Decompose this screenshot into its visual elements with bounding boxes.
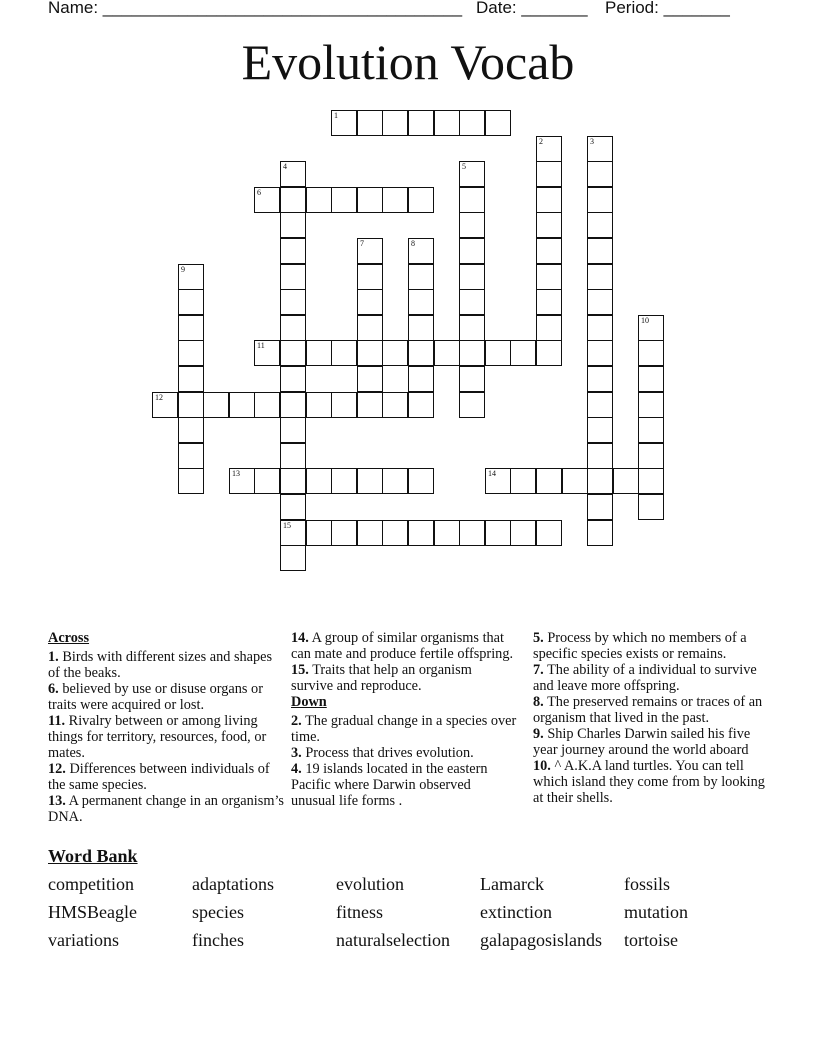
down-heading: Down bbox=[291, 694, 327, 710]
crossword-cell[interactable] bbox=[434, 520, 460, 546]
word-bank-item: variations bbox=[48, 930, 119, 950]
crossword-cell[interactable] bbox=[638, 366, 664, 392]
crossword-cell[interactable] bbox=[587, 136, 613, 162]
crossword-cell[interactable] bbox=[459, 264, 485, 290]
crossword-cell[interactable] bbox=[510, 340, 536, 366]
crossword-cell[interactable] bbox=[434, 110, 460, 136]
crossword-cell[interactable] bbox=[382, 520, 408, 546]
crossword-cell[interactable] bbox=[178, 366, 204, 392]
crossword-cell[interactable] bbox=[562, 468, 588, 494]
word-bank-item: fossils bbox=[624, 874, 671, 894]
crossword-cell[interactable] bbox=[280, 494, 306, 520]
crossword-cell[interactable] bbox=[382, 187, 408, 213]
crossword-cell[interactable] bbox=[408, 315, 434, 341]
crossword-cell[interactable] bbox=[587, 366, 613, 392]
clue-number: 4 bbox=[283, 162, 287, 171]
word-bank-item: species bbox=[192, 902, 244, 922]
crossword-cell[interactable] bbox=[178, 443, 204, 469]
crossword-cell[interactable] bbox=[357, 187, 383, 213]
crossword-cell[interactable] bbox=[178, 392, 204, 418]
clue-number: 5 bbox=[462, 162, 466, 171]
crossword-cell[interactable] bbox=[357, 468, 383, 494]
crossword-cell[interactable] bbox=[536, 264, 562, 290]
crossword-cell[interactable] bbox=[587, 289, 613, 315]
crossword-cell[interactable] bbox=[306, 468, 332, 494]
crossword-cell[interactable] bbox=[178, 289, 204, 315]
crossword-cell[interactable] bbox=[536, 238, 562, 264]
crossword-cell[interactable] bbox=[254, 468, 280, 494]
clue-number: 12 bbox=[155, 393, 163, 402]
crossword-cell[interactable] bbox=[331, 520, 357, 546]
crossword-cell[interactable] bbox=[459, 110, 485, 136]
word-bank-item: tortoise bbox=[624, 930, 678, 950]
page-title: Evolution Vocab bbox=[241, 34, 575, 90]
clue-down-9: 9. Ship Charles Darwin sailed his five year journey around the world aboard bbox=[533, 726, 751, 758]
crossword-cell[interactable] bbox=[638, 340, 664, 366]
crossword-cell[interactable] bbox=[280, 340, 306, 366]
crossword-cell[interactable] bbox=[357, 366, 383, 392]
crossword-cell[interactable] bbox=[459, 289, 485, 315]
crossword-cell[interactable] bbox=[280, 264, 306, 290]
crossword-cell[interactable] bbox=[178, 417, 204, 443]
clue-number: 6 bbox=[257, 188, 261, 197]
clue-across-15: 15. Traits that help an organism survive and reproduce. bbox=[291, 662, 472, 694]
crossword-cell[interactable] bbox=[408, 468, 434, 494]
crossword-cell[interactable] bbox=[408, 392, 434, 418]
crossword-cell[interactable] bbox=[587, 187, 613, 213]
crossword-cell[interactable] bbox=[536, 289, 562, 315]
crossword-cell[interactable] bbox=[638, 315, 664, 341]
crossword-cell[interactable] bbox=[254, 187, 280, 213]
crossword-cell[interactable] bbox=[229, 468, 255, 494]
word-bank-item: fitness bbox=[336, 902, 383, 922]
clue-number: 15 bbox=[283, 521, 291, 530]
crossword-cell[interactable] bbox=[280, 443, 306, 469]
crossword-cell[interactable] bbox=[638, 443, 664, 469]
crossword-cell[interactable] bbox=[408, 187, 434, 213]
crossword-cell[interactable] bbox=[408, 340, 434, 366]
crossword-cell[interactable] bbox=[536, 187, 562, 213]
crossword-cell[interactable] bbox=[587, 443, 613, 469]
clues-column-1 bbox=[48, 630, 284, 825]
crossword-cell[interactable] bbox=[331, 392, 357, 418]
word-bank-item: evolution bbox=[336, 874, 404, 894]
crossword-cell[interactable] bbox=[280, 187, 306, 213]
word-bank-item: galapagosislands bbox=[480, 930, 602, 950]
clue-across-11: 11. Rivalry between or among living things for territory, resources, food, or mates. bbox=[48, 713, 267, 761]
crossword-cell[interactable] bbox=[408, 110, 434, 136]
crossword-cell[interactable] bbox=[536, 468, 562, 494]
clue-across-1: 1. Birds with different sizes and shapes of the beaks. bbox=[48, 649, 273, 681]
crossword-cell[interactable] bbox=[408, 264, 434, 290]
word-bank-item: naturalselection bbox=[336, 930, 450, 950]
clue-number: 9 bbox=[181, 265, 185, 274]
crossword-cell[interactable] bbox=[536, 161, 562, 187]
crossword-cell[interactable] bbox=[459, 366, 485, 392]
crossword-cell[interactable] bbox=[357, 520, 383, 546]
clue-number: 1 bbox=[334, 111, 338, 120]
crossword-cell[interactable] bbox=[280, 212, 306, 238]
crossword-cell[interactable] bbox=[357, 392, 383, 418]
crossword-cell[interactable] bbox=[178, 315, 204, 341]
clue-number: 11 bbox=[257, 341, 265, 350]
crossword-cell[interactable] bbox=[485, 340, 511, 366]
crossword-cell[interactable] bbox=[638, 468, 664, 494]
crossword-cell[interactable] bbox=[587, 315, 613, 341]
crossword-cell[interactable] bbox=[459, 340, 485, 366]
crossword-cell[interactable] bbox=[178, 264, 204, 290]
name-field[interactable]: Name: ______________________________________ bbox=[48, 0, 463, 17]
clue-down-2: 2. The gradual change in a species over time. bbox=[291, 713, 517, 745]
crossword-cell[interactable] bbox=[638, 494, 664, 520]
crossword-cell[interactable] bbox=[408, 366, 434, 392]
crossword-cell[interactable] bbox=[459, 161, 485, 187]
clue-down-8: 8. The preserved remains or traces of an organism that lived in the past. bbox=[533, 694, 763, 726]
crossword-cell[interactable] bbox=[280, 238, 306, 264]
crossword-cell[interactable] bbox=[459, 315, 485, 341]
crossword-cell[interactable] bbox=[587, 238, 613, 264]
clue-across-6: 6. believed by use or disuse organs or traits were acquired or lost. bbox=[48, 681, 263, 713]
word-bank-item: HMSBeagle bbox=[48, 902, 137, 922]
crossword-cell[interactable] bbox=[485, 110, 511, 136]
crossword-cell[interactable] bbox=[178, 340, 204, 366]
word-bank bbox=[48, 874, 768, 958]
word-bank-item: finches bbox=[192, 930, 244, 950]
crossword-cell[interactable] bbox=[306, 520, 332, 546]
clue-across-14: 14. A group of similar organisms that can mate and produce fertile offspring. bbox=[291, 630, 514, 662]
crossword-cell[interactable] bbox=[280, 417, 306, 443]
clue-down-10: 10. ^ A.K.A land turtles. You can tell which island they come from by looking at their shells. bbox=[533, 758, 765, 806]
crossword-cell[interactable] bbox=[331, 110, 357, 136]
crossword-cell[interactable] bbox=[178, 468, 204, 494]
crossword-cell[interactable] bbox=[357, 110, 383, 136]
crossword-cell[interactable] bbox=[280, 520, 306, 546]
period-field[interactable]: Period: _______ bbox=[605, 0, 730, 17]
clue-number: 8 bbox=[411, 239, 415, 248]
crossword-cell[interactable] bbox=[536, 315, 562, 341]
word-bank-item: Lamarck bbox=[480, 874, 544, 894]
crossword-cell[interactable] bbox=[613, 468, 639, 494]
crossword-cell[interactable] bbox=[357, 289, 383, 315]
clue-down-4: 4. 19 islands located in the eastern Pacific where Darwin observed unusual life forms . bbox=[291, 761, 488, 809]
crossword-cell[interactable] bbox=[280, 545, 306, 571]
crossword-cell[interactable] bbox=[408, 238, 434, 264]
crossword-cell[interactable] bbox=[280, 161, 306, 187]
crossword-cell[interactable] bbox=[306, 187, 332, 213]
crossword-cell[interactable] bbox=[382, 110, 408, 136]
crossword-cell[interactable] bbox=[280, 289, 306, 315]
crossword-cell[interactable] bbox=[357, 315, 383, 341]
crossword-cell[interactable] bbox=[587, 468, 613, 494]
clue-number: 14 bbox=[488, 469, 496, 478]
crossword-cell[interactable] bbox=[254, 392, 280, 418]
crossword-cell[interactable] bbox=[280, 366, 306, 392]
date-field[interactable]: Date: _______ bbox=[476, 0, 588, 17]
crossword-cell[interactable] bbox=[485, 468, 511, 494]
crossword-cell[interactable] bbox=[331, 340, 357, 366]
crossword-cell[interactable] bbox=[357, 264, 383, 290]
crossword-cell[interactable] bbox=[587, 392, 613, 418]
word-bank-item: mutation bbox=[624, 902, 688, 922]
clue-down-5: 5. Process by which no members of a specific species exists or remains. bbox=[533, 630, 747, 662]
crossword-cell[interactable] bbox=[587, 264, 613, 290]
clue-number: 13 bbox=[232, 469, 240, 478]
crossword-cell[interactable] bbox=[536, 136, 562, 162]
crossword-cell[interactable] bbox=[587, 340, 613, 366]
clue-down-3: 3. Process that drives evolution. bbox=[291, 745, 474, 761]
crossword-cell[interactable] bbox=[638, 417, 664, 443]
crossword-cell[interactable] bbox=[357, 238, 383, 264]
crossword-cell[interactable] bbox=[434, 340, 460, 366]
crossword-cell[interactable] bbox=[382, 392, 408, 418]
crossword-cell[interactable] bbox=[459, 392, 485, 418]
crossword-cell[interactable] bbox=[382, 468, 408, 494]
crossword-cell[interactable] bbox=[638, 392, 664, 418]
crossword-cell[interactable] bbox=[485, 520, 511, 546]
crossword-cell[interactable] bbox=[331, 187, 357, 213]
crossword-cell[interactable] bbox=[587, 417, 613, 443]
clues-column-2 bbox=[291, 630, 517, 809]
clue-down-7: 7. The ability of a individual to survive and leave more offspring. bbox=[533, 662, 757, 694]
crossword-cell[interactable] bbox=[408, 289, 434, 315]
crossword-cell[interactable] bbox=[331, 468, 357, 494]
clue-number: 10 bbox=[641, 316, 649, 325]
crossword-cell[interactable] bbox=[510, 468, 536, 494]
crossword-cell[interactable] bbox=[587, 161, 613, 187]
crossword-cell[interactable] bbox=[280, 392, 306, 418]
crossword-cell[interactable] bbox=[536, 340, 562, 366]
clue-number: 3 bbox=[590, 137, 594, 146]
crossword-cell[interactable] bbox=[536, 212, 562, 238]
crossword-cell[interactable] bbox=[254, 340, 280, 366]
crossword-cell[interactable] bbox=[306, 392, 332, 418]
crossword-cell[interactable] bbox=[510, 520, 536, 546]
word-bank-item: competition bbox=[48, 874, 134, 894]
crossword-cell[interactable] bbox=[280, 468, 306, 494]
crossword-cell[interactable] bbox=[152, 392, 178, 418]
crossword-cell[interactable] bbox=[229, 392, 255, 418]
crossword-cell[interactable] bbox=[459, 238, 485, 264]
across-heading: Across bbox=[48, 630, 90, 646]
clue-across-12: 12. Differences between individuals of the same species. bbox=[48, 761, 270, 793]
crossword-cell[interactable] bbox=[306, 340, 332, 366]
crossword-cell[interactable] bbox=[587, 212, 613, 238]
crossword-cell[interactable] bbox=[408, 520, 434, 546]
clue-number: 2 bbox=[539, 137, 543, 146]
crossword-cell[interactable] bbox=[536, 520, 562, 546]
word-bank-item: adaptations bbox=[192, 874, 274, 894]
crossword-cell[interactable] bbox=[280, 315, 306, 341]
clues-column-3 bbox=[533, 630, 765, 806]
word-bank-item: extinction bbox=[480, 902, 552, 922]
crossword-cell[interactable] bbox=[382, 340, 408, 366]
word-bank-title: Word Bank bbox=[48, 846, 138, 866]
crossword-cell[interactable] bbox=[459, 187, 485, 213]
crossword-cell[interactable] bbox=[459, 520, 485, 546]
crossword-cell[interactable] bbox=[587, 520, 613, 546]
clue-number: 7 bbox=[360, 239, 364, 248]
clue-across-13: 13. A permanent change in an organism’s DNA. bbox=[48, 793, 284, 825]
crossword-cell[interactable] bbox=[203, 392, 229, 418]
crossword-cell[interactable] bbox=[357, 340, 383, 366]
crossword-cell[interactable] bbox=[587, 494, 613, 520]
crossword-cell[interactable] bbox=[459, 212, 485, 238]
